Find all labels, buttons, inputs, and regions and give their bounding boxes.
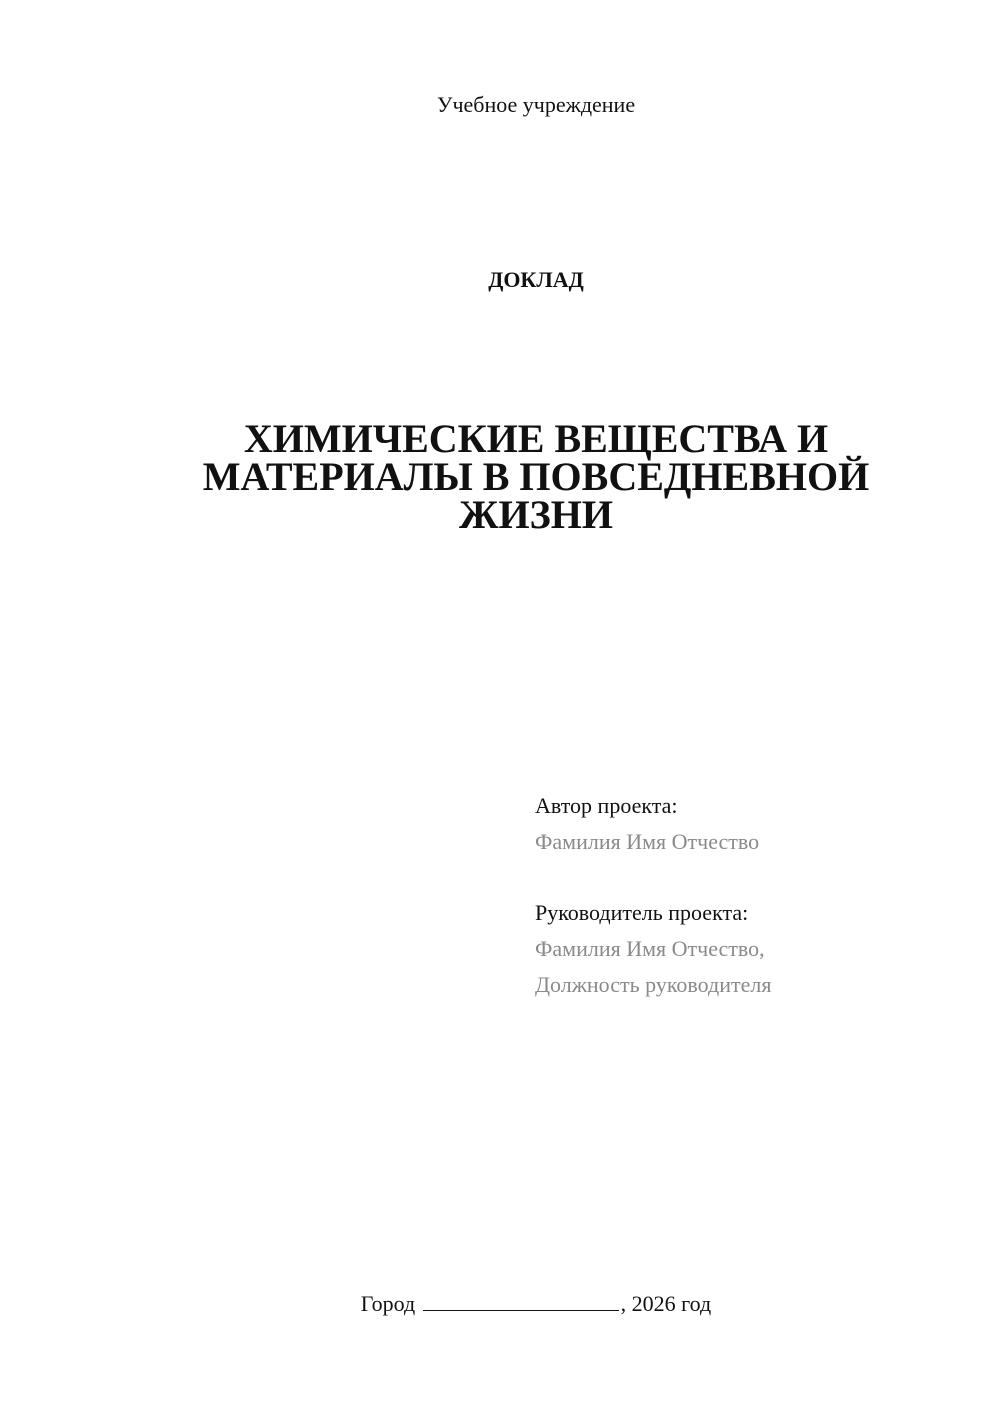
institution-name: Учебное учреждение bbox=[436, 92, 636, 117]
city-label: Город bbox=[360, 1291, 416, 1316]
credits-block bbox=[535, 788, 975, 1003]
city-blank-line bbox=[423, 1290, 619, 1311]
report-title bbox=[180, 416, 892, 537]
document-type: ДОКЛАД bbox=[488, 267, 584, 292]
supervisor-label: Руководитель проекта: bbox=[535, 900, 749, 925]
supervisor-position: Должность руководителя bbox=[535, 972, 772, 997]
author-name: Фамилия Имя Отчество bbox=[535, 829, 760, 854]
author-label: Автор проекта: bbox=[535, 793, 678, 818]
credits-spacer bbox=[535, 860, 975, 895]
report-title-line-2: МАТЕРИАЛЫ В ПОВСЕДНЕВНОЙ bbox=[202, 454, 870, 499]
year-text: , 2026 год bbox=[620, 1291, 712, 1316]
report-title-line-3: ЖИЗНИ bbox=[458, 492, 613, 537]
supervisor-name: Фамилия Имя Отчество, bbox=[535, 936, 765, 961]
footer-city-year bbox=[0, 1290, 1000, 1317]
report-title-line-1: ХИМИЧЕСКИЕ ВЕЩЕСТВА И bbox=[243, 416, 829, 461]
